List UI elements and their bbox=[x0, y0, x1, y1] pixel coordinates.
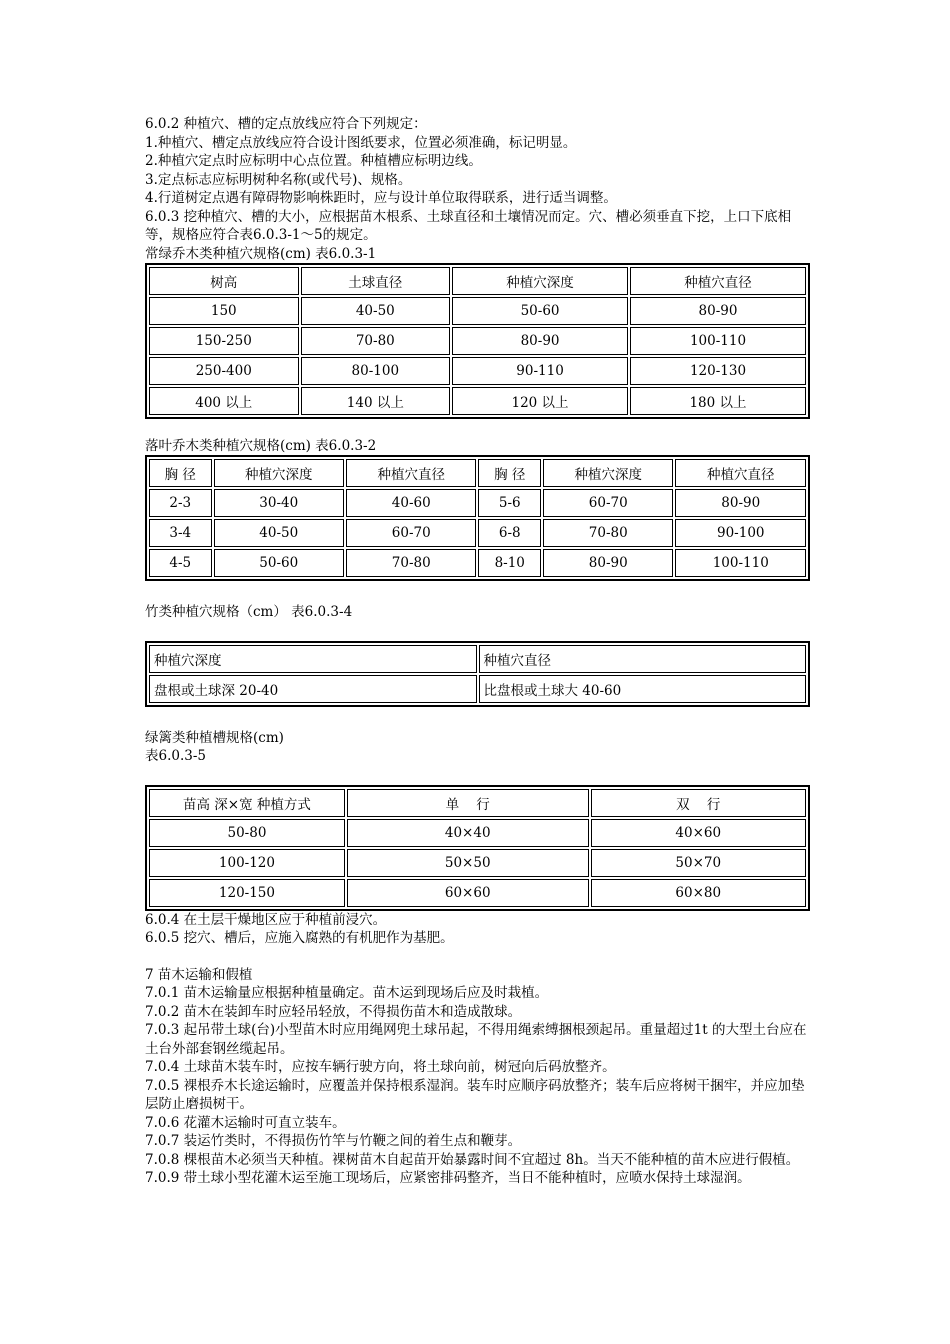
table-row bbox=[149, 489, 806, 517]
table-cell: 30-40 bbox=[214, 489, 344, 517]
table-cell: 5-6 bbox=[478, 489, 541, 517]
table-cell: 50-80 bbox=[149, 819, 345, 847]
spacer bbox=[145, 581, 810, 603]
table-cell: 400 以上 bbox=[149, 387, 299, 415]
table-caption: 落叶乔木类种植穴规格(cm) 表6.0.3-2 bbox=[145, 437, 377, 454]
spacer bbox=[145, 621, 810, 641]
table-cell: 120-150 bbox=[149, 879, 345, 907]
table-row bbox=[149, 549, 806, 577]
table-row bbox=[149, 675, 806, 703]
table-cell: 2-3 bbox=[149, 489, 212, 517]
table-caption: 表6.0.3-5 bbox=[145, 747, 207, 764]
table-cell: 50-60 bbox=[214, 549, 344, 577]
hedge-table bbox=[145, 785, 810, 911]
table-cell: 150-250 bbox=[149, 327, 299, 355]
paragraph: 7.0.7 装运竹类时，不得损伤竹竿与竹鞭之间的着生点和鞭芽。 bbox=[145, 1133, 522, 1149]
paragraph: 7.0.1 苗木运输量应根据种植量确定。苗木运到现场后应及时栽植。 bbox=[145, 985, 549, 1001]
table-cell: 40-50 bbox=[214, 519, 344, 547]
table-header-cell: 胸 径 bbox=[478, 459, 541, 487]
section-7 bbox=[145, 966, 810, 1188]
table-row bbox=[149, 327, 806, 355]
spacer bbox=[145, 707, 810, 729]
table-cell: 80-90 bbox=[543, 549, 673, 577]
paragraph: 7.0.9 带土球小型花灌木运至施工现场后，应紧密排码整齐，当日不能种植时，应喷水保持土球湿润。 bbox=[145, 1170, 751, 1186]
table-header-cell: 土球直径 bbox=[301, 267, 451, 295]
table-cell: 120-130 bbox=[630, 357, 806, 385]
table-cell: 60×60 bbox=[347, 879, 589, 907]
table-cell: 50×50 bbox=[347, 849, 589, 877]
paragraph: 1.种植穴、槽定点放线应符合设计图纸要求，位置必须准确，标记明显。 bbox=[145, 134, 577, 151]
paragraph: 6.0.2 种植穴、槽的定点放线应符合下列规定： bbox=[145, 116, 427, 132]
table-cell: 60-70 bbox=[543, 489, 673, 517]
table-cell: 80-90 bbox=[452, 327, 628, 355]
table-cell: 60×80 bbox=[591, 879, 807, 907]
document-page bbox=[145, 115, 810, 1188]
table-cell: 150 bbox=[149, 297, 299, 325]
table-row bbox=[149, 819, 806, 847]
spacer bbox=[145, 419, 810, 437]
paragraph: 2.种植穴定点时应标明中心点位置。种植槽应标明边线。 bbox=[145, 153, 482, 169]
table-cell: 100-110 bbox=[630, 327, 806, 355]
table-header-cell: 种植穴直径 bbox=[346, 459, 476, 487]
table-row bbox=[149, 879, 806, 907]
paragraph: 6.0.4 在土层干燥地区应于种植前浸穴。 bbox=[145, 911, 387, 928]
paragraph: 6.0.5 挖穴、槽后，应施入腐熟的有机肥作为基肥。 bbox=[145, 930, 454, 946]
table-cell: 40×60 bbox=[591, 819, 807, 847]
table-row bbox=[149, 357, 806, 385]
table-cell: 40×40 bbox=[347, 819, 589, 847]
deciduous-table bbox=[145, 455, 810, 581]
table-cell: 80-90 bbox=[630, 297, 806, 325]
table-header-row bbox=[149, 789, 806, 817]
table-caption: 常绿乔木类种植穴规格(cm) 表6.0.3-1 bbox=[145, 245, 377, 262]
table-cell: 120 以上 bbox=[452, 387, 628, 415]
table-header-row bbox=[149, 267, 806, 295]
table-row bbox=[149, 297, 806, 325]
table-cell: 3-4 bbox=[149, 519, 212, 547]
table-header-row bbox=[149, 459, 806, 487]
paragraph: 6.0.3 挖种植穴、槽的大小，应根据苗木根系、土球直径和土壤情况而定。穴、槽必须垂直下挖，上口下底相等，规格应符合表6.0.3-1～5的规定。 bbox=[145, 208, 792, 243]
table-header-cell: 种植穴深度 bbox=[149, 645, 477, 673]
table-cell: 70-80 bbox=[543, 519, 673, 547]
paragraph: 7.0.2 苗木在装卸车时应轻吊轻放，不得损伤苗木和造成散球。 bbox=[145, 1003, 522, 1020]
paragraph: 7.0.4 土球苗木装车时，应按车辆行驶方向，将土球向前，树冠向后码放整齐。 bbox=[145, 1059, 616, 1075]
table-cell: 比盘根或土球大 40-60 bbox=[479, 675, 807, 703]
table-header-cell: 双 行 bbox=[591, 789, 807, 817]
table-cell: 60-70 bbox=[346, 519, 476, 547]
paragraph: 7.0.6 花灌木运输时可直立装车。 bbox=[145, 1114, 346, 1131]
table-cell: 70-80 bbox=[346, 549, 476, 577]
intro-section bbox=[145, 115, 810, 245]
table-row bbox=[149, 387, 806, 415]
table-header-cell: 种植穴深度 bbox=[543, 459, 673, 487]
table-header-cell: 树高 bbox=[149, 267, 299, 295]
paragraph: 7.0.5 裸根乔木长途运输时，应覆盖并保持根系湿润。装车时应顺序码放整齐；装车后应将树干捆牢，并应加垫层防止磨损树干。 bbox=[145, 1077, 805, 1112]
paragraph: 7.0.3 起吊带土球(台)小型苗木时应用绳网兜土球吊起，不得用绳索缚捆根颈起吊。重量超过1t 的大型土台应在土台外部套钢丝缆起吊。 bbox=[145, 1022, 807, 1057]
table-cell: 250-400 bbox=[149, 357, 299, 385]
table-header-cell: 种植穴直径 bbox=[675, 459, 806, 487]
after-section bbox=[145, 911, 810, 948]
table-header-cell: 种植穴直径 bbox=[479, 645, 807, 673]
table-caption: 竹类种植穴规格（cm） 表6.0.3-4 bbox=[145, 603, 353, 620]
table-cell: 8-10 bbox=[478, 549, 541, 577]
table-cell: 4-5 bbox=[149, 549, 212, 577]
table-header-cell: 种植穴深度 bbox=[452, 267, 628, 295]
table-caption: 绿篱类种植槽规格(cm) bbox=[145, 729, 284, 746]
spacer bbox=[145, 948, 810, 966]
table-cell: 90-110 bbox=[452, 357, 628, 385]
paragraph: 4.行道树定点遇有障碍物影响株距时，应与设计单位取得联系，进行适当调整。 bbox=[145, 190, 617, 206]
table-cell: 90-100 bbox=[675, 519, 806, 547]
table-cell: 70-80 bbox=[301, 327, 451, 355]
spacer bbox=[145, 765, 810, 785]
table-cell: 80-100 bbox=[301, 357, 451, 385]
table-cell: 6-8 bbox=[478, 519, 541, 547]
table-cell: 80-90 bbox=[675, 489, 806, 517]
table-cell: 100-110 bbox=[675, 549, 806, 577]
table-cell: 180 以上 bbox=[630, 387, 806, 415]
table-header-row bbox=[149, 645, 806, 673]
table-cell: 100-120 bbox=[149, 849, 345, 877]
table-cell: 40-50 bbox=[301, 297, 451, 325]
table-cell: 50×70 bbox=[591, 849, 807, 877]
table-header-cell: 种植穴直径 bbox=[630, 267, 806, 295]
table-header-cell: 苗高 深×宽 种植方式 bbox=[149, 789, 345, 817]
table-header-cell: 单 行 bbox=[347, 789, 589, 817]
section-title: 7 苗木运输和假植 bbox=[145, 966, 253, 983]
table-row bbox=[149, 849, 806, 877]
table-header-cell: 胸 径 bbox=[149, 459, 212, 487]
table-cell: 50-60 bbox=[452, 297, 628, 325]
table-cell: 盘根或土球深 20-40 bbox=[149, 675, 477, 703]
evergreen-table bbox=[145, 263, 810, 419]
table-header-cell: 种植穴深度 bbox=[214, 459, 344, 487]
table-row bbox=[149, 519, 806, 547]
paragraph: 7.0.8 棵根苗木必须当天种植。裸树苗木自起苗开始暴露时间不宜超过 8h。当天不能种植的苗木应进行假植。 bbox=[145, 1151, 800, 1168]
bamboo-table bbox=[145, 641, 810, 707]
table-cell: 40-60 bbox=[346, 489, 476, 517]
paragraph: 3.定点标志应标明树种名称(或代号)、规格。 bbox=[145, 171, 412, 188]
table-cell: 140 以上 bbox=[301, 387, 451, 415]
